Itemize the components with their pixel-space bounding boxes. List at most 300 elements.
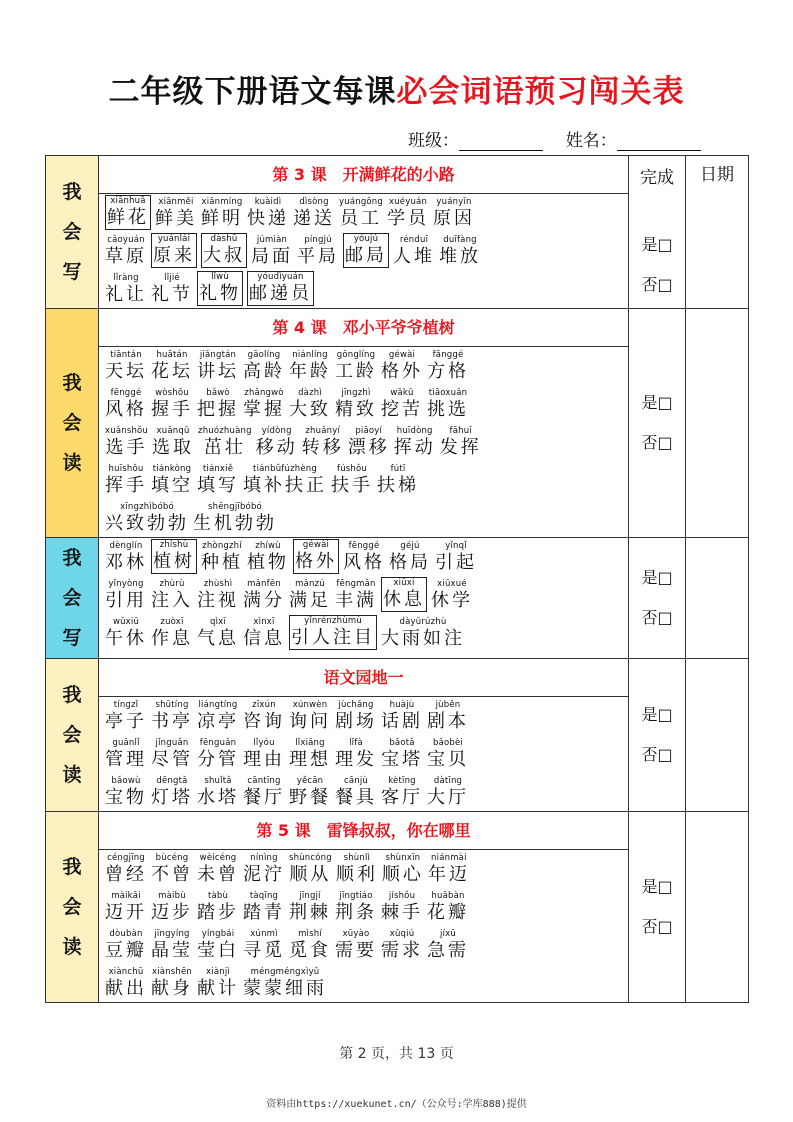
date-cell[interactable] [686,538,749,659]
hanzi: 讲坛 [197,361,239,382]
pinyin: tiāntán [110,350,142,360]
pinyin: gōnglíng [336,350,376,360]
no-checkbox[interactable]: 否□ [641,917,673,936]
title-black: 二年级下册语文每课 [108,74,397,110]
hanzi: 理想 [289,749,331,770]
pinyin: niánlíng [292,350,328,360]
word [151,579,193,612]
pinyin: tiánbǔfúzhèng [253,464,317,474]
section-label-char: 我 [62,181,82,203]
hanzi: 休学 [431,590,473,611]
hanzi: 豆瓣 [105,940,147,961]
word [336,853,378,886]
word [343,541,385,574]
no-checkbox[interactable]: 否□ [641,745,673,764]
date-cell[interactable] [686,156,749,309]
word-row [105,926,628,964]
word [105,502,189,535]
hanzi: 年龄 [289,361,331,382]
hanzi: 快递 [247,208,289,229]
word [389,541,431,574]
hanzi: 挖苦 [381,399,423,420]
pinyin: màibù [158,891,186,901]
pinyin: gāolíng [247,350,281,360]
pinyin: cāntīng [247,776,281,786]
hanzi: 风格 [105,399,147,420]
yes-checkbox[interactable]: 是□ [641,705,673,724]
hanzi: 引人注目 [291,627,375,648]
word [105,426,148,459]
pinyin: huīshǒu [108,464,144,474]
page-title [0,66,793,111]
class-field[interactable] [459,133,543,151]
hanzi: 顺心 [381,864,424,885]
word [243,617,285,650]
pinyin: wǔxiū [112,617,140,627]
section-label [46,156,99,309]
pinyin: géjú [400,541,420,551]
pinyin: bǎowù [111,776,141,786]
pinyin: shēngjībóbó [208,502,262,512]
pinyin: jīngjí [299,891,321,901]
word [105,541,147,574]
hanzi: 荆棘 [289,902,331,923]
pinyin: bùcéng [155,853,189,863]
pinyin: xuǎnshǒu [105,426,149,436]
hanzi: 邓林 [105,552,147,573]
hanzi: 需求 [381,940,423,961]
pinyin: zhuǎnyí [305,426,341,436]
hanzi: 剧本 [427,711,469,732]
word [151,617,193,650]
hanzi: 挥动 [393,437,436,458]
word [197,388,239,421]
word-row [105,538,628,576]
word [247,541,289,574]
pinyin: nínìng [250,853,278,863]
word [247,197,289,230]
section-label-char: 会 [62,896,82,918]
word [243,967,327,1000]
name-field[interactable] [617,133,701,151]
pinyin: piāoyí [355,426,383,436]
word [151,891,193,924]
word-row [105,735,628,773]
hanzi: 学员 [387,208,429,229]
hanzi: 引起 [435,552,477,573]
hanzi: 礼让 [105,284,147,305]
hanzi: 宝塔 [381,749,423,770]
name-label: 姓名： [565,131,617,151]
vocab-table [45,155,749,1003]
date-cell[interactable] [686,309,749,538]
hanzi: 精致 [335,399,377,420]
pinyin: wākǔ [390,388,414,398]
word [151,350,193,383]
word [293,197,335,230]
pinyin: xuǎnqǔ [156,426,190,436]
word [335,776,377,809]
word-row [105,697,628,735]
hanzi: 剧场 [335,711,377,732]
hanzi: 宝物 [105,787,147,808]
word [297,235,339,268]
pinyin: dàshū [210,234,238,244]
word [151,464,193,497]
word [243,738,285,771]
pinyin: xiūxué [437,579,467,589]
pinyin: dìsòng [299,197,329,207]
pinyin: màikāi [111,891,141,901]
pinyin: kuàidì [254,197,282,207]
pinyin: tiánkòng [152,464,192,474]
hanzi: 人堆 [393,246,435,267]
word [197,853,239,886]
hanzi: 分管 [197,749,239,770]
pinyin: bǎwò [206,388,230,398]
word [243,776,285,809]
word [289,853,332,886]
hanzi: 需要 [335,940,377,961]
word [302,426,344,459]
date-cell[interactable] [686,659,749,812]
section-label-char: 我 [62,372,82,394]
word-row [105,347,628,385]
pinyin: kètīng [388,776,416,786]
pinyin: lǐfà [349,738,363,748]
word [393,235,435,268]
word [256,426,298,459]
no-checkbox[interactable]: 否□ [641,433,673,452]
section-label [46,659,99,812]
hanzi: 花坛 [151,361,193,382]
hanzi: 植物 [247,552,289,573]
pinyin: zīxún [252,700,276,710]
section-label-char: 读 [62,936,82,958]
word [105,273,147,306]
word [243,891,285,924]
word [289,776,331,809]
pinyin: huīdòng [396,426,433,436]
word-row [105,888,628,926]
section-label-char: 写 [62,627,82,649]
pinyin: tiāoxuǎn [428,388,468,398]
hanzi: 草原 [105,246,147,267]
word [105,235,147,268]
section-label-char: 读 [62,452,82,474]
hanzi: 掌握 [243,399,285,420]
pinyin: xúnmì [250,929,278,939]
word [151,700,193,733]
hanzi: 未曾 [197,864,239,885]
section-row [46,538,749,659]
word [105,929,147,962]
word [348,426,390,459]
hanzi: 递送 [293,208,335,229]
word [105,853,147,886]
hanzi: 年迈 [427,864,470,885]
pinyin: shūtíng [155,700,189,710]
word [382,853,424,886]
no-checkbox[interactable]: 否□ [641,608,673,627]
lesson-title: 第 5 课 雷锋叔叔，你在哪里 [99,812,628,850]
pinyin: niánmài [431,853,467,863]
section-label-char: 写 [62,261,82,283]
word [387,197,429,230]
pinyin: tiánxiě [202,464,234,474]
pinyin: géwài [388,350,416,360]
word [243,388,285,421]
hanzi: 方格 [427,361,469,382]
hanzi: 挥手 [105,475,147,496]
word [394,426,436,459]
hanzi: 大雨如注 [381,628,465,649]
pinyin: tíngzǐ [113,700,139,710]
pinyin: cǎoyuán [107,235,145,245]
word [105,776,147,809]
hanzi: 觅食 [289,940,331,961]
hanzi: 寻觅 [243,940,285,961]
hanzi: 宝贝 [427,749,469,770]
hanzi: 邮递员 [249,283,312,304]
word [335,350,377,383]
word [105,738,147,771]
pinyin: shùncóng [289,853,332,863]
hanzi: 格局 [389,552,431,573]
pinyin: xiànchū [108,967,144,977]
pinyin: méngméngxìyǔ [250,967,320,977]
hanzi: 局面 [251,246,293,267]
pinyin: dènglín [109,541,143,551]
pinyin: tàbù [207,891,229,901]
hanzi: 满足 [289,590,331,611]
pinyin: yǐnqǐ [445,541,467,551]
hanzi: 迈开 [105,902,147,923]
hanzi: 凉亭 [197,711,239,732]
pinyin: mǎnfēn [247,579,281,589]
word [427,388,469,421]
pinyin: jùběn [435,700,461,710]
hanzi: 引用 [105,590,147,611]
word-list [99,538,629,659]
pinyin: yǐnyòng [108,579,144,589]
word [151,388,193,421]
word-row [105,270,628,308]
hanzi: 礼节 [151,284,193,305]
word [151,967,193,1000]
pinyin: dēngtǎ [156,776,188,786]
hanzi: 把握 [197,399,239,420]
pinyin: dòubàn [109,929,143,939]
completion-cell [629,812,686,1003]
word [289,929,331,962]
hanzi: 原因 [433,208,475,229]
pinyin: tàqīng [249,891,279,901]
pinyin: dàzhì [298,388,322,398]
word [105,891,147,924]
hanzi: 堆放 [439,246,481,267]
word [197,776,239,809]
word-boxed [151,233,197,268]
word [428,853,470,886]
word [435,541,477,574]
word [151,929,193,962]
pinyin: jíshǒu [388,891,416,901]
word [427,929,469,962]
hanzi: 转移 [301,437,344,458]
hanzi: 理发 [335,749,377,770]
word [381,738,423,771]
hanzi: 踏步 [197,902,239,923]
date-cell[interactable] [686,812,749,1003]
word [152,426,194,459]
pinyin: fēngmǎn [336,579,376,589]
hanzi: 莹白 [197,940,239,961]
word [289,350,331,383]
section-row [46,156,749,309]
yes-checkbox[interactable]: 是□ [641,235,673,254]
pinyin: xiànshēn [151,967,193,977]
hanzi: 书亭 [151,711,193,732]
pinyin: cānjù [343,776,369,786]
word-row [105,576,628,614]
word [197,464,239,497]
word [427,350,469,383]
pinyin: huātán [156,350,188,360]
section-label-char: 会 [62,412,82,434]
word [335,700,377,733]
hanzi: 漂移 [347,437,390,458]
section-label-char: 会 [62,221,82,243]
hanzi: 满分 [243,590,285,611]
hanzi: 急需 [427,940,469,961]
word [151,853,193,886]
hanzi: 填空 [151,475,193,496]
pinyin: jiǎngtán [199,350,237,360]
word [335,738,377,771]
word [243,929,285,962]
pinyin: huābàn [431,891,465,901]
hanzi: 大叔 [203,245,245,266]
section-label-char: 我 [62,547,82,569]
hanzi: 格外 [381,361,423,382]
yes-checkbox[interactable]: 是□ [641,393,673,412]
word-row [105,232,628,270]
hanzi: 客厅 [381,787,423,808]
pinyin: xīngzhìbóbó [120,502,174,512]
hanzi: 天坛 [105,361,147,382]
class-name-line [408,126,701,151]
no-checkbox[interactable]: 否□ [641,275,673,294]
pinyin: lǐyóu [253,738,275,748]
hanzi: 茁壮 [203,437,246,458]
hanzi: 不曾 [151,864,193,885]
word [197,579,239,612]
word [197,967,239,1000]
hanzi: 泥泞 [243,864,285,885]
word [151,273,193,306]
pinyin: zhíwù [255,541,281,551]
word [335,579,377,612]
pinyin: lǐràng [113,273,139,283]
section-label-char: 我 [62,684,82,706]
pinyin: yóujú [353,234,379,244]
pinyin: liángtíng [198,700,238,710]
hanzi: 尽管 [151,749,193,770]
word-row [105,850,628,888]
pinyin: rénduī [399,235,429,245]
pinyin: zhíshù [159,540,189,550]
pinyin: fēnguǎn [199,738,237,748]
word [381,891,423,924]
pinyin: xìnxī [253,617,275,627]
pinyin: zhǎngwò [244,388,284,398]
hanzi: 格外 [295,551,337,572]
pinyin: júmiàn [256,235,288,245]
section-label-char: 我 [62,856,82,878]
word [439,235,481,268]
pinyin: yuányīn [436,197,472,207]
hanzi: 丰满 [335,590,377,611]
hanzi: 顺利 [335,864,378,885]
word [151,776,193,809]
word [335,891,377,924]
pinyin: jǐnguǎn [155,738,189,748]
pinyin: jīngtiáo [339,891,373,901]
pinyin: píngjú [304,235,332,245]
class-label: 班级： [408,131,459,151]
yes-checkbox[interactable]: 是□ [641,877,673,896]
hanzi: 鲜明 [201,208,243,229]
pinyin: céngjīng [107,853,145,863]
hanzi: 晶莹 [151,940,193,961]
hanzi: 工龄 [335,361,377,382]
word [197,617,239,650]
word [289,388,331,421]
word-boxed [151,539,197,574]
lesson-title: 第 3 课 开满鲜花的小路 [99,156,628,194]
word-list [99,156,629,309]
pinyin: zhòngzhí [202,541,242,551]
word [289,891,331,924]
hanzi: 顺从 [289,864,332,885]
pinyin: bǎobèi [433,738,463,748]
word [433,197,475,230]
hanzi: 注视 [197,590,239,611]
word [289,579,331,612]
hanzi: 灯塔 [151,787,193,808]
pinyin: wòshǒu [155,388,189,398]
word [427,700,469,733]
yes-checkbox[interactable]: 是□ [641,568,673,587]
hanzi: 献出 [105,978,147,999]
hanzi: 邮局 [345,245,387,266]
pinyin: jùchǎng [338,700,374,710]
hanzi: 大致 [289,399,331,420]
pinyin: guǎnlǐ [112,738,140,748]
hanzi: 鲜美 [155,208,197,229]
word-row [105,773,628,811]
word [440,426,482,459]
word [105,388,147,421]
pinyin: xuéyuán [388,197,428,207]
hanzi: 风格 [343,552,385,573]
word [243,579,285,612]
section-row [46,309,749,538]
pinyin: fútī [390,464,406,474]
pinyin: fúshǒu [337,464,367,474]
word-boxed [289,615,377,650]
